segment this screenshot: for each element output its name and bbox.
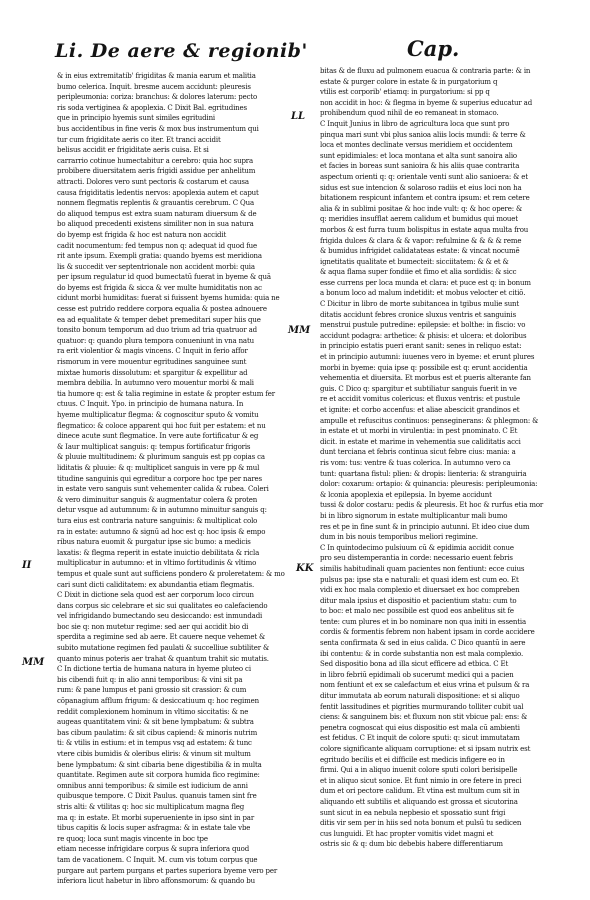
text-line: cidunt morbi humiditas: fuerat si fuissent byems humida: quia ne	[57, 294, 280, 303]
text-line: per ipsum regulatur id quod bumectatū fuerat in byeme & quā	[57, 273, 271, 282]
text-line: et in principio autumni: iuuenes vero in byeme: et erunt plures	[320, 353, 535, 362]
text-line: C Dixit in dictione sela quod est aer corporum loco circun	[57, 591, 254, 600]
text-line: tam de vacationem. C Inquit. M. cum vis totum corpus que	[57, 855, 258, 864]
text-line: boc sie q: non mutetur regime: sed aer qui accidit bio di	[57, 622, 249, 631]
text-line: sidus est sue intencion & solaroso radiis et eius loci non ha	[320, 183, 522, 192]
text-line: ibi contentu: & in corde substantia non est mala complexio.	[320, 649, 524, 658]
text-line: guis. C Dico q: spargitur et subtiliatur sanguis fuerit in ve	[320, 384, 517, 393]
text-line: ma q: in estate. Et morbi superueniente in ipso sint in par	[57, 813, 255, 822]
text-line: estate & purger colore in estate & in purgatorium q	[320, 77, 498, 86]
text-line: ribus natura euomit & purgatur ipse sic bumo: a medicis	[57, 538, 251, 547]
text-line: ignetitatis qualitate et bumecteit: sicciitatem: & & et &	[320, 257, 509, 266]
text-line: peripleumonia: coriza: branchus: & dolores laterum: pecto	[57, 93, 258, 102]
text-line: laxatis: & flegma reperit in estate inuictio debilitata & ricla	[57, 548, 260, 557]
text-line: tunt: quartana fistul: plien: & dropis: lienteria: & stranguiria	[320, 469, 527, 478]
margin-letter: KK	[296, 563, 314, 574]
text-line: membra debilia. In autumno vero mouentur morbi & mali	[57, 379, 254, 388]
text-line: Sed dispositio bona ad illa sicut efficere ad etbica. C Et	[320, 660, 509, 669]
text-line: reddit complexionem hominum in vltimo siccitatis: & ne	[57, 707, 249, 716]
text-line: ciens: & sanguinem bis: et fluxum non stit vbicue pal: ens: &	[320, 713, 528, 722]
text-line: tente: cum plures et in bo nominare non qua initi in essentia	[320, 617, 527, 626]
text-line: res et pe in fine sunt & in principio autunni. Et ideo ciue dum	[320, 522, 530, 531]
text-line: senta confirmata & sed in eius calida. C Dico quantū in aere	[320, 639, 526, 648]
text-line: aliquando ett subtilis et aliquando est grossa et sicutorina	[320, 797, 518, 806]
text-line: vtilis est corporib' etiamq: in purgatorium: si pp q	[320, 88, 490, 97]
text-line: ra in estate: autumno & signū ad hoc est q: hoc ipsis & empo	[57, 527, 266, 536]
text-line: quanto minus poteris aer trahat & quantum trahit sic mutatis.	[57, 654, 269, 663]
text-line: colore significante aliquam corruptione: et si ipsam nutrix est	[320, 745, 531, 753]
text-line: prohibendum quod nihil de eo remaneat in stomaco.	[320, 109, 499, 118]
text-line: pulsus pa: ipse sta e naturali: et quasi idem est cum eo. Et	[320, 575, 519, 584]
text-line: menstrui pustule putredine: epilepsie: et bolthe: in fiscio: vo	[320, 321, 526, 330]
text-line: in principio estatis pueri erant sanit: senes in reliquo estat:	[320, 342, 522, 351]
text-line: inferiora licut habetur in libro affonsmorum: & quando bu	[57, 877, 255, 886]
text-line: probibere diuersitatem aeris frigidi assidue per anhelitum	[57, 167, 256, 176]
text-line: tia humore q: est & talia regimine in estate & propter estum fer	[57, 389, 275, 398]
text-line: frigida dulces & clara & & vapor: refulmine & & & & reme	[320, 236, 522, 245]
text-line: cari sunt dicti caliditatem: ex abundantia etiam flegmatis.	[57, 580, 255, 589]
text-line: cus lunguidi. Et hac propter vomitis videt magni et	[320, 829, 494, 838]
text-line: & aqua flama super fondiie et fimo et alia sordidis: & sicc	[320, 268, 517, 277]
text-line: flegmatico: & coloce apparent qui hoc fuit per estatem: et nu	[57, 421, 266, 430]
text-line: C Inquit Junius in libro de agricultura loca que sunt pro	[320, 119, 510, 128]
text-line: tibus capitis & locis super asfragma: & in estate tale vbe	[57, 824, 251, 833]
text-line: cōpanagium afflum frigum: & desiccatiuum q: hoc regimen	[57, 697, 259, 706]
text-line: ra erit violentior & magis vincens. C Inquit in ferio affor	[57, 347, 248, 356]
text-line: in estate et ut morbi in virulentia: in pest pnominato. C Et	[320, 427, 518, 436]
text-line: tonsito bonum temporum ad duo trium ad tria quatruor ad	[57, 326, 257, 335]
text-line: & bumidus infrigidet calidatateas estate: & vincat nocumē	[320, 247, 520, 256]
right-text-column	[320, 66, 552, 850]
text-line: ditatis accidunt febres cronice sluxus ventris et sanguinis	[320, 310, 517, 319]
text-line: to boc: et malo nec possibile est quod eos anbelitus sit fe	[320, 607, 514, 616]
text-line: nom fentiunt et ex se calefactum et eius vrina et pulsum & ra	[320, 681, 530, 690]
text-line: cordis & formentis febrem non habent ipsam in corde accidere	[320, 628, 535, 637]
text-line: et facies in boreas sunt sanioira & his aliis quae contrarita	[320, 162, 520, 171]
text-line: quibusque tempore. C Dixit Paulus. quanuis tamen sint fre	[57, 792, 257, 801]
text-line: purgare aut partem purgans et partes superiora byeme vero per	[57, 866, 278, 875]
text-line: & lconia apoplexia et epilepsia. In byeme accidunt	[320, 490, 492, 499]
text-line: C In dictione tertia de humana natura in hyeme pluteo ci	[57, 665, 251, 674]
text-line: morbos & est furra tuum bolispitus in estate aqua multa frou	[320, 225, 529, 234]
text-line: rit ante ipsum. Exempli gratia: quando byems est meridiona	[57, 252, 262, 261]
text-line: ditur immutata ab eorum naturali dispositione: et si aliquo	[320, 692, 520, 701]
text-line: ditur mala ipsius et dispositio et pacientium statu: cum to	[320, 596, 517, 605]
text-line: sperdita a regimine sed ab aere. Et cauere neque vehemet &	[57, 633, 266, 642]
text-line: similis habitudinali quam pacientes non fentiunt: ecce cuius	[320, 564, 525, 573]
text-line: esse currens per loca munda et clara: et puce est q: in bonum	[320, 278, 531, 287]
text-line: bitas & de fluxu ad pulmonem euacua & contraria parte: & in	[320, 67, 531, 75]
text-line: etiam necesse infrigidare corpus & supra inferiora quod	[57, 845, 250, 854]
text-line: lis & succedit ver septentrionale non accident morbi: quia	[57, 262, 255, 271]
text-line: dans corpus sic celebrare et sic sui qualitates eo calefaciendo	[57, 601, 268, 610]
text-line: & Iaur multiplicat sanguis: q: tempus fortificatur frigoris	[57, 442, 251, 451]
text-line: belisus accidit er frigiditate aeris cuisa. Et si	[57, 146, 209, 155]
text-line: bene lympbatum: & sint cibaria bene digestibilia & in multa	[57, 760, 262, 769]
text-line: ostris sic & q: dum bic debebis habere differentiarum	[320, 840, 503, 849]
text-line: aspectum orienti q: q: orientale venti sunt alio sanioera: & et	[320, 172, 528, 181]
text-line: do byemp est frigida & hoc est natura non accidit	[57, 230, 227, 239]
text-line: & in eius extremitatib' frigiditas & mania earum et malitia	[57, 72, 256, 80]
text-line: dolor: coxarum: ortapio: & quinancia: pleuresis: peripleumonia:	[320, 480, 538, 489]
margin-letter: II	[22, 560, 32, 571]
text-line: bumo celerica. Inquit. bresme aucem accidunt: pleuresis	[57, 82, 251, 91]
text-line: dunt terciana et febris continua sicut febre cius: mania: a	[320, 448, 516, 457]
text-line: stris alti: & vtilitas q: hoc sic multiplicatum magna fleg	[57, 802, 245, 811]
text-line: in estate vero sanguis sunt vehementer calida & rubea. Coleri	[57, 485, 269, 494]
text-line: ampulle et refuscitus continuos: penseginerans: & phlegmon: &	[320, 416, 539, 425]
text-line: a bonum loco ad malum indetidit: et mobus velocter et citiō.	[320, 289, 526, 298]
text-line: tura eius est contraria nature sanguinis: & multiplicat colo	[57, 516, 258, 525]
text-line: attracti. Dolores vero sunt pectoris & costarum et causa	[57, 177, 249, 186]
text-line: egritudo becilis et ei difficile est medicis infigere eo in	[320, 755, 505, 764]
text-line: est fetidus. C Et inquit de colore sputi: q: sicut immutatam	[320, 734, 520, 743]
text-line: pro seu distemperantia in corde: necessario euent febris	[320, 554, 513, 563]
left-text-column	[57, 71, 285, 887]
margin-letter: MM	[22, 657, 45, 668]
text-line: vehementia et diuersita. Et morbus est et pueris alterante fan	[320, 374, 531, 383]
text-line: vel infrigidando bumectando seu desiccando: est inmundadi	[57, 612, 263, 621]
margin-letter: LL	[291, 111, 306, 122]
text-line: fentit lassitudines et pigrities murmurando tolliter cubit ual	[320, 702, 524, 711]
text-line: re quoq; loca sunt magis vincente in boc tpe	[57, 834, 208, 843]
text-line: rismorum in vere mouentur egritudines sanguinee sunt	[57, 358, 247, 367]
text-line: que in principio hyemis sunt similes egritudini	[57, 114, 216, 123]
text-line: ctuus. C Inquit. Ypo. in principio de humana natura. In	[57, 400, 244, 409]
text-line: alia & in sublimi positae & hoc inde vult: q: & hoc opere: &	[320, 204, 523, 213]
text-line: tempus et quale sunt aut sufficiens pondero & proleretatem: & mo	[57, 569, 285, 578]
text-line: accidunt podagra: arthetice: & phisis: et ulcera: et doloribus	[320, 331, 527, 340]
text-line: dinece acute sunt flegmatice. In vere aute fortificatur & eg	[57, 432, 259, 441]
text-line: C Dicitur in libro de morte subitancea in tgibus mulie sunt	[320, 300, 520, 309]
text-line: dum et ori pectore calidum. Et vtina est multum cum sit in	[320, 787, 520, 796]
text-line: causa frigiditatis ledentis nervos: apoplexia autem et caput	[57, 188, 259, 197]
text-line: et ignite: et corbo accenfus: et aliae abescicit grandinos et	[320, 406, 520, 414]
text-line: morbi in byeme: quia ipse q: possibile est q: erunt accidentia	[320, 363, 528, 372]
text-line: cesse est putrido reddere corpora equalia & postea adnouere	[57, 305, 267, 314]
text-line: q: meridies insufflat aerem calidum et bumidus qui mouet	[320, 215, 518, 224]
running-head-right: Cap.	[407, 36, 460, 61]
text-line: bis cibendi fuit q: in alio anni temporibus: & vini sit pa	[57, 675, 243, 684]
text-line: et in aliquo sicut sonice. Et funt nimio in ore fetere in preci	[320, 776, 522, 785]
text-line: rum: & pane lumpus et pani grossio sit crassior: & cum	[57, 686, 247, 695]
text-line: omnibus anni temporibus: & simile est iudicium de anni	[57, 781, 248, 790]
text-line: detur vsque ad autumnum: & in autumno minuitur sanguis q:	[57, 506, 267, 515]
text-line: bo aliquod precedenti existens similiter non in sua natura	[57, 220, 254, 229]
text-line: titudine sanguinis qui egreditur a corpore hoc tpe per nares	[57, 474, 262, 483]
text-line: liditatis & pluuie: & q: multiplicet sanguis in vere pp & mul	[57, 463, 260, 472]
text-line: mixtae humoris dissolutum: et spargitur & expellitur ad	[57, 368, 248, 377]
text-line: do byems est frigida & sicca & ver multe humiditatis non ac	[57, 283, 262, 292]
text-line: re et accidit vomitus colericus: et fluxus ventris: et pustule	[320, 395, 520, 404]
text-line: subito mutatione regimen fed paulati & succelliue subtiliter &	[57, 644, 270, 653]
text-line: vtere cibis bumidis & oleribus eliris: & vinum sit multum	[57, 750, 251, 758]
text-line: penetra cognoscat qui eius dispositio est mala cū ambienti	[320, 723, 520, 732]
text-line: augeas quantitatem vini: & sit bene lympbatum: & subtra	[57, 718, 254, 727]
running-head-left: Li. De aere & regionib'	[55, 40, 308, 62]
text-line: & vero diminuitur sanguis & augmentatur colera & proten	[57, 495, 258, 504]
text-line: dum in bis nouis temporibus meliori regimine.	[320, 533, 478, 542]
text-line: vidi ex hoc mala complexio et diuersaet ex hoc compreben	[320, 586, 520, 595]
text-line: quantitate. Regimen aute sit corpora humida fico regimine:	[57, 771, 260, 780]
text-line: do aliquod tempus est extra suam naturam diuersum & de	[57, 209, 257, 218]
text-line: ris vom: tus: ventre & tuas colerica. In autumno vero ca	[320, 458, 511, 467]
text-line: ditis vir sem per in hiis sed nota bonum et pulsū tu sedicen	[320, 819, 522, 828]
text-line: hyeme multiplicatur flegma: & cognoscitur sputo & vomitu	[57, 411, 259, 419]
text-line: sunt epidimiales: et loca montana et alta sunt sanoira alio	[320, 151, 517, 160]
text-line: pinqua mari sunt vbi plus sanioa aliis locis mundi: & terre &	[320, 130, 526, 139]
text-line: quatuor: q: quando plura tempora conueniunt in vna natu	[57, 336, 254, 345]
text-line: ea ad equalitate & temper debet premeditari super hiis que	[57, 315, 261, 324]
text-line: in libro febriū epidimali ob sucerumt medici qui a pacien	[320, 670, 514, 679]
text-line: non accidit in hoc: & flegma in byeme & superius educatur ad	[320, 98, 533, 107]
text-line: cadit nocumentum: fed tempus non q: adequat id quod fue	[57, 241, 258, 250]
text-line: bitationem respicunt infantem et contra ipsum: et rem cetere	[320, 194, 530, 203]
text-line: firmi. Qui a in aliquo inuenit colore sputi colori berisipelle	[320, 766, 518, 775]
text-line: nonnem flegmatis replentis & grauantis cerebrum. C Qua	[57, 199, 254, 208]
text-line: & pluuie multitudinem: & plurimum sanguis est pp copias ca	[57, 453, 265, 462]
text-line: bus accidentibus in fine veris & mox bus instrumentum qui	[57, 124, 259, 133]
text-line: bi in libro signorum in estate multiplicantur mali bumo	[320, 511, 508, 520]
text-line: tur cum frigiditate aeris co iter. Et tranci accidit	[57, 135, 221, 144]
text-line: multiplicatur in autumno: et in vltimo fortitudinis & vltimo	[57, 559, 257, 568]
margin-letter: MM	[288, 325, 311, 336]
text-line: ti: & vtilis in estium: et in tempus vsq ad estatem: & tunc	[57, 739, 252, 748]
text-line: carrarrio cotinue humectabitur a cerebro: quia hoc supra	[57, 156, 253, 165]
text-line: dicit. in estate et marime in vehementia sue caliditatis acci	[320, 437, 521, 446]
text-line: ris soda vertiginea & apoplexia. C Dixit Bal. egritudines	[57, 103, 247, 112]
text-line: tussi & dolor costaru: pedis & pleuresis. Et hoc & rurfus etia mor	[320, 501, 544, 510]
text-line: sunt sicut in ea nebula nepbesio et spossatio sunt frigi	[320, 808, 506, 817]
text-line: bas cibum paulatim: & sit cibus capiend: & minoris nutrim	[57, 728, 258, 737]
text-line: loca et montes declinate versus meridiem et occidentem	[320, 141, 513, 150]
text-line: C In quintodecimo pulsiuum cū & epidimia accidit conue	[320, 543, 514, 552]
